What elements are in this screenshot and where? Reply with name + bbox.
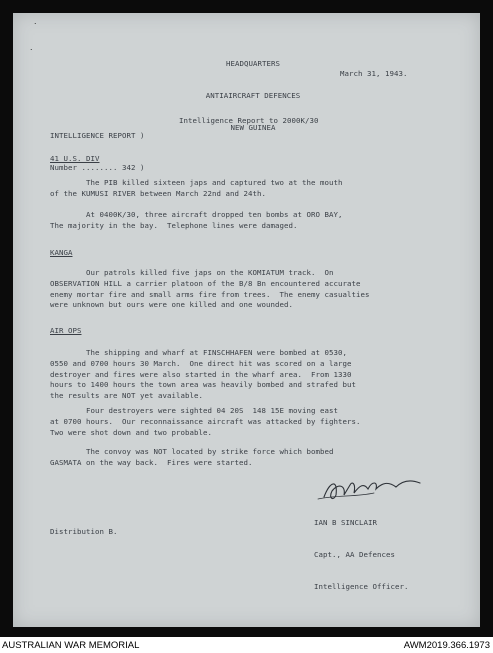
- letterhead-line3: NEW GUINEA: [230, 123, 276, 133]
- document-page: [13, 13, 480, 627]
- document-date: March 31, 1943.: [340, 69, 408, 78]
- distribution-note: Distribution B.: [50, 527, 118, 536]
- letterhead: [163, 37, 343, 156]
- report-label-line1: INTELLIGENCE REPORT ): [50, 130, 145, 140]
- report-subject: Intelligence Report to 2000K/30: [179, 116, 319, 125]
- signature-block: [314, 496, 409, 615]
- letterhead-line2: ANTIAIRCRAFT DEFENCES: [205, 90, 301, 100]
- punch-hole-mark: ˙: [29, 49, 34, 59]
- section-paragraph: The shipping and wharf at FINSCHHAFEN were bombed at 0530, 0550 and 0700 hours 30 March. One direct hit was scored on a large destroyer and fires were also started in the wharf area. From 1330 hours to 1400 hours the town area was heavily bombed and strafed but the results are NOT yet available.: [50, 348, 356, 401]
- section-heading: AIR OPS: [50, 326, 82, 335]
- punch-hole-mark: ˙: [33, 23, 38, 33]
- letterhead-line1: HEADQUARTERS: [226, 58, 280, 68]
- section-paragraph: The PIB killed sixteen japs and captured two at the mouth of the KUMUSI RIVER between March 22nd and 24th.: [50, 178, 343, 198]
- signatory-name: IAN B SINCLAIR: [314, 517, 377, 527]
- archive-name: AUSTRALIAN WAR MEMORIAL: [2, 640, 140, 651]
- section-heading: 41 U.S. DIV: [50, 154, 100, 163]
- section-paragraph: Our patrols killed five japs on the KOMIATUM track. On OBSERVATION HILL a carrier platoon of the B/8 Bn encountered accurate enemy mortar fire and small arms fire from trees. The enemy casualties were unknown but ours were one killed and one wounded.: [50, 268, 370, 310]
- signatory-rank: Capt., AA Defences: [314, 549, 395, 559]
- signatory-title: Intelligence Officer.: [314, 582, 409, 592]
- section-paragraph: At 0400K/30, three aircraft dropped ten bombs at ORO BAY, The majority in the bay. Telephone lines were damaged.: [50, 210, 343, 230]
- archive-reference: AWM2019.366.1973: [403, 640, 490, 651]
- section-paragraph: Four destroyers were sighted 04 20S 148 15E moving east at 0700 hours. Our reconnaissance aircraft was attacked by fighters. Two were shot down and two probable.: [50, 406, 361, 437]
- archive-footer: [0, 637, 493, 653]
- section-heading: KANGA: [50, 248, 73, 257]
- report-label-line2: Number ........ 342 ): [50, 162, 145, 172]
- section-paragraph: The convoy was NOT located by strike force which bombed GASMATA on the way back. Fires were started.: [50, 447, 334, 467]
